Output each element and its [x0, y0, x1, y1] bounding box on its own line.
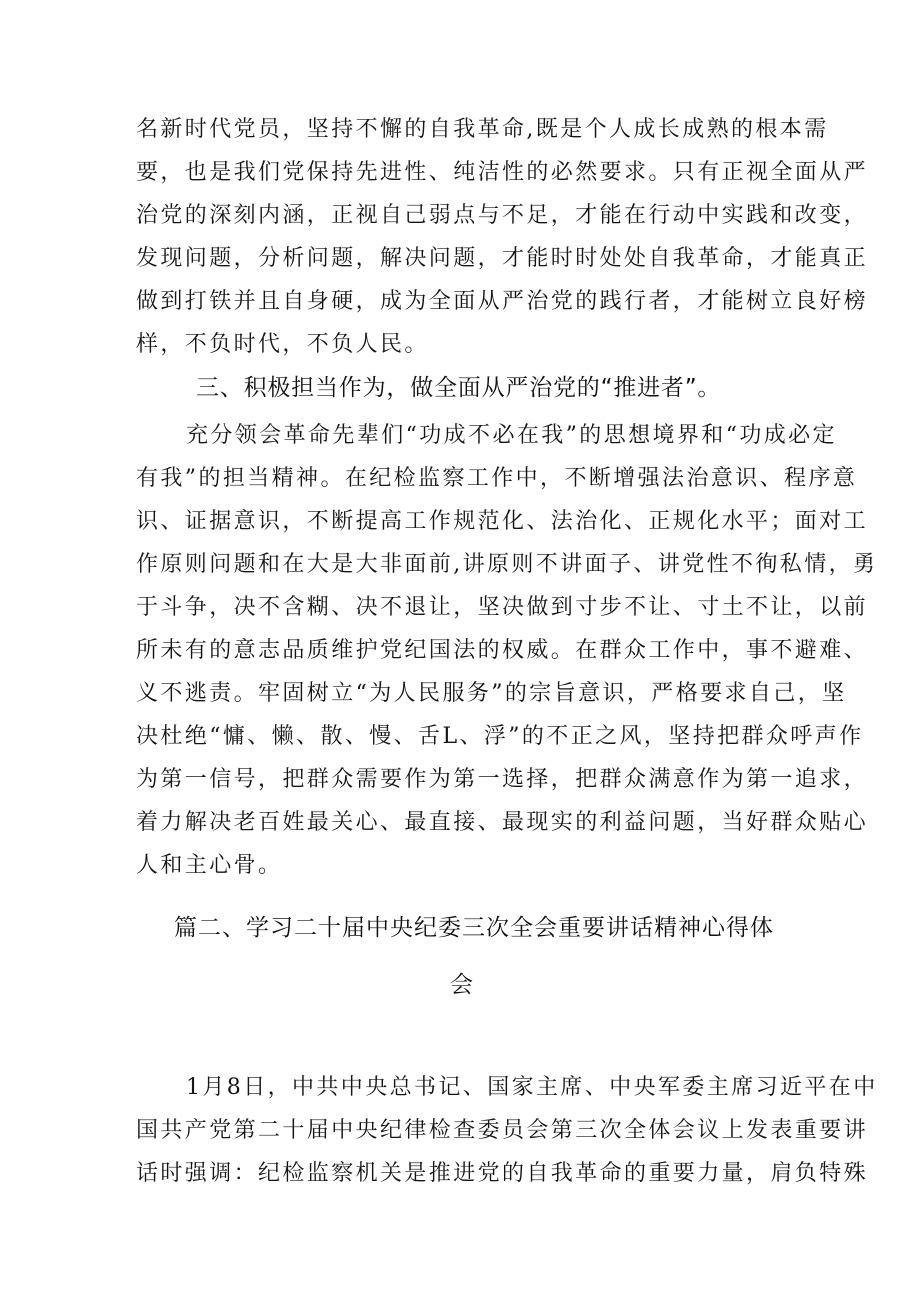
section-heading: 三、积极担当作为，做全面从严治党的“推进者”。: [196, 375, 722, 401]
article-title-continued: 会: [450, 972, 474, 998]
paragraph-line: 国共产党第二十届中央纪律检查委员会第三次全体会议上发表重要讲: [136, 1118, 869, 1143]
paragraph-line: 名新时代党员，坚持不懈的自我革命,既是个人成长成熟的根本需: [136, 117, 829, 142]
paragraph-line: 发现问题，分析问题，解决问题，才能时时处处自我革命，才能真正: [136, 246, 869, 271]
paragraph-line: 所未有的意志品质维护党纪国法的权威。在群众工作中，事不避难、: [136, 638, 869, 663]
paragraph-line: 人和主心骨。: [136, 853, 283, 878]
paragraph-line: 识、证据意识，不断提高工作规范化、法治化、正规化水平；面对工: [136, 509, 869, 534]
paragraph-line: 着力解决老百姓最关心、最直接、最现实的利益问题，当好群众贴心: [136, 810, 869, 835]
paragraph-line: 治党的深刻内涵，正视自己弱点与不足，才能在行动中实践和改变，: [136, 203, 869, 228]
paragraph-line: 话时强调：纪检监察机关是推进党的自我革命的重要力量，肩负特殊: [136, 1161, 869, 1186]
paragraph-line: 做到打铁并且自身硬，成为全面从严治党的践行者，才能树立良好榜: [136, 289, 869, 314]
article-title: 篇二、学习二十届中央纪委三次全会重要讲话精神心得体: [174, 915, 774, 941]
paragraph-line: 义不逃责。牢固树立“为人民服务”的宗旨意识，严格要求自己，坚: [136, 681, 847, 706]
paragraph-line: 1月8日，中共中央总书记、国家主席、中央军委主席习近平在中: [186, 1075, 878, 1100]
paragraph-line: 样，不负时代，不负人民。: [136, 332, 429, 357]
paragraph-line: 有我”的担当精神。在纪检监察工作中，不断增强法治意识、程序意: [136, 466, 858, 491]
paragraph-line: 于斗争，决不含糊、决不退让，坚决做到寸步不让、寸土不让，以前: [136, 595, 869, 620]
paragraph-line: 决杜绝“慵、懒、散、慢、舌L、浮”的不正之风，坚持把群众呼声作: [136, 724, 864, 749]
paragraph-line: 要，也是我们党保持先进性、纯洁性的必然要求。只有正视全面从严: [136, 160, 869, 185]
paragraph-line: 为第一信号，把群众需要作为第一选择，把群众满意作为第一追求，: [136, 767, 869, 792]
paragraph-line: 充分领会革命先辈们“功成不必在我”的思想境界和“功成必定: [186, 423, 837, 448]
paragraph-line: 作原则问题和在大是大非面前,讲原则不讲面子、讲党性不徇私情，勇: [136, 552, 878, 577]
